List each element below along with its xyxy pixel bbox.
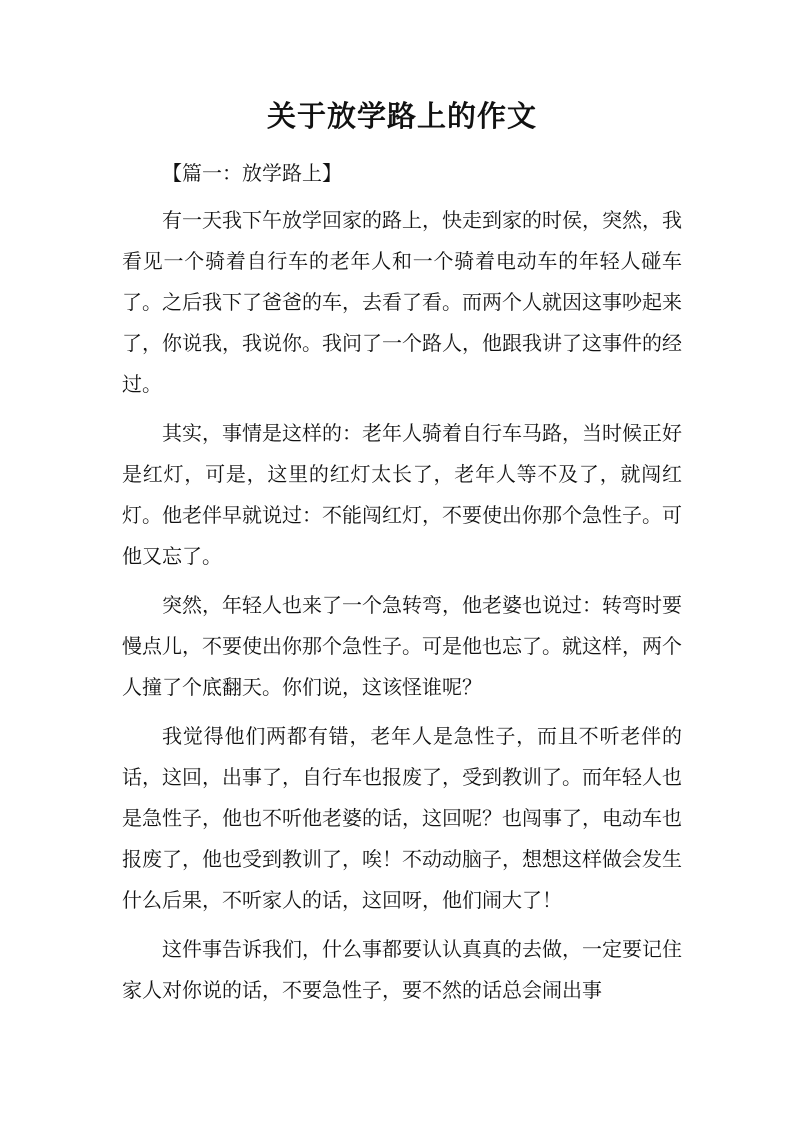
paragraph-2: 其实，事情是这样的：老年人骑着自行车马路，当时候正好是红灯，可是，这里的红灯太长了，老年人等不及了，就闯红灯。他老伴早就说过：不能闯红灯，不要使出你那个急性子。可他又忘了。: [122, 421, 682, 568]
paragraph-1: 有一天我下午放学回家的路上，快走到家的时侯，突然，我看见一个骑着自行车的老年人和一个骑着电动车的年轻人碰车了。之后我下了爸爸的车，去看了看。而两个人就因这事吵起来了，你说我，我说你。我问了一个路人，他跟我讲了这事件的经过。: [122, 208, 682, 396]
paragraph-5: 这件事告诉我们，什么事都要认认真真的去做，一定要记住家人对你说的话，不要急性子，要不然的话总会闹出事: [122, 937, 682, 1002]
section-heading: 【篇一：放学路上】: [162, 161, 342, 185]
paragraph-4: 我觉得他们两都有错，老年人是急性子，而且不听老伴的话，这回，出事了，自行车也报废了，受到教训了。而年轻人也是急性子，他也不听他老婆的话，这回呢？也闯事了，电动车也报废了，他也受到教训了，唉！不动动脑子，想想这样做会发生什么后果，不听家人的话，这回呀，他们闹大了！: [122, 724, 682, 912]
paragraph-3: 突然，年轻人也来了一个急转弯，他老婆也说过：转弯时要慢点儿，不要使出你那个急性子。可是他也忘了。就这样，两个人撞了个底翻天。你们说，这该怪谁呢？: [122, 593, 682, 699]
document-body: [122, 153, 682, 1019]
document-title: 关于放学路上的作文: [266, 99, 537, 133]
